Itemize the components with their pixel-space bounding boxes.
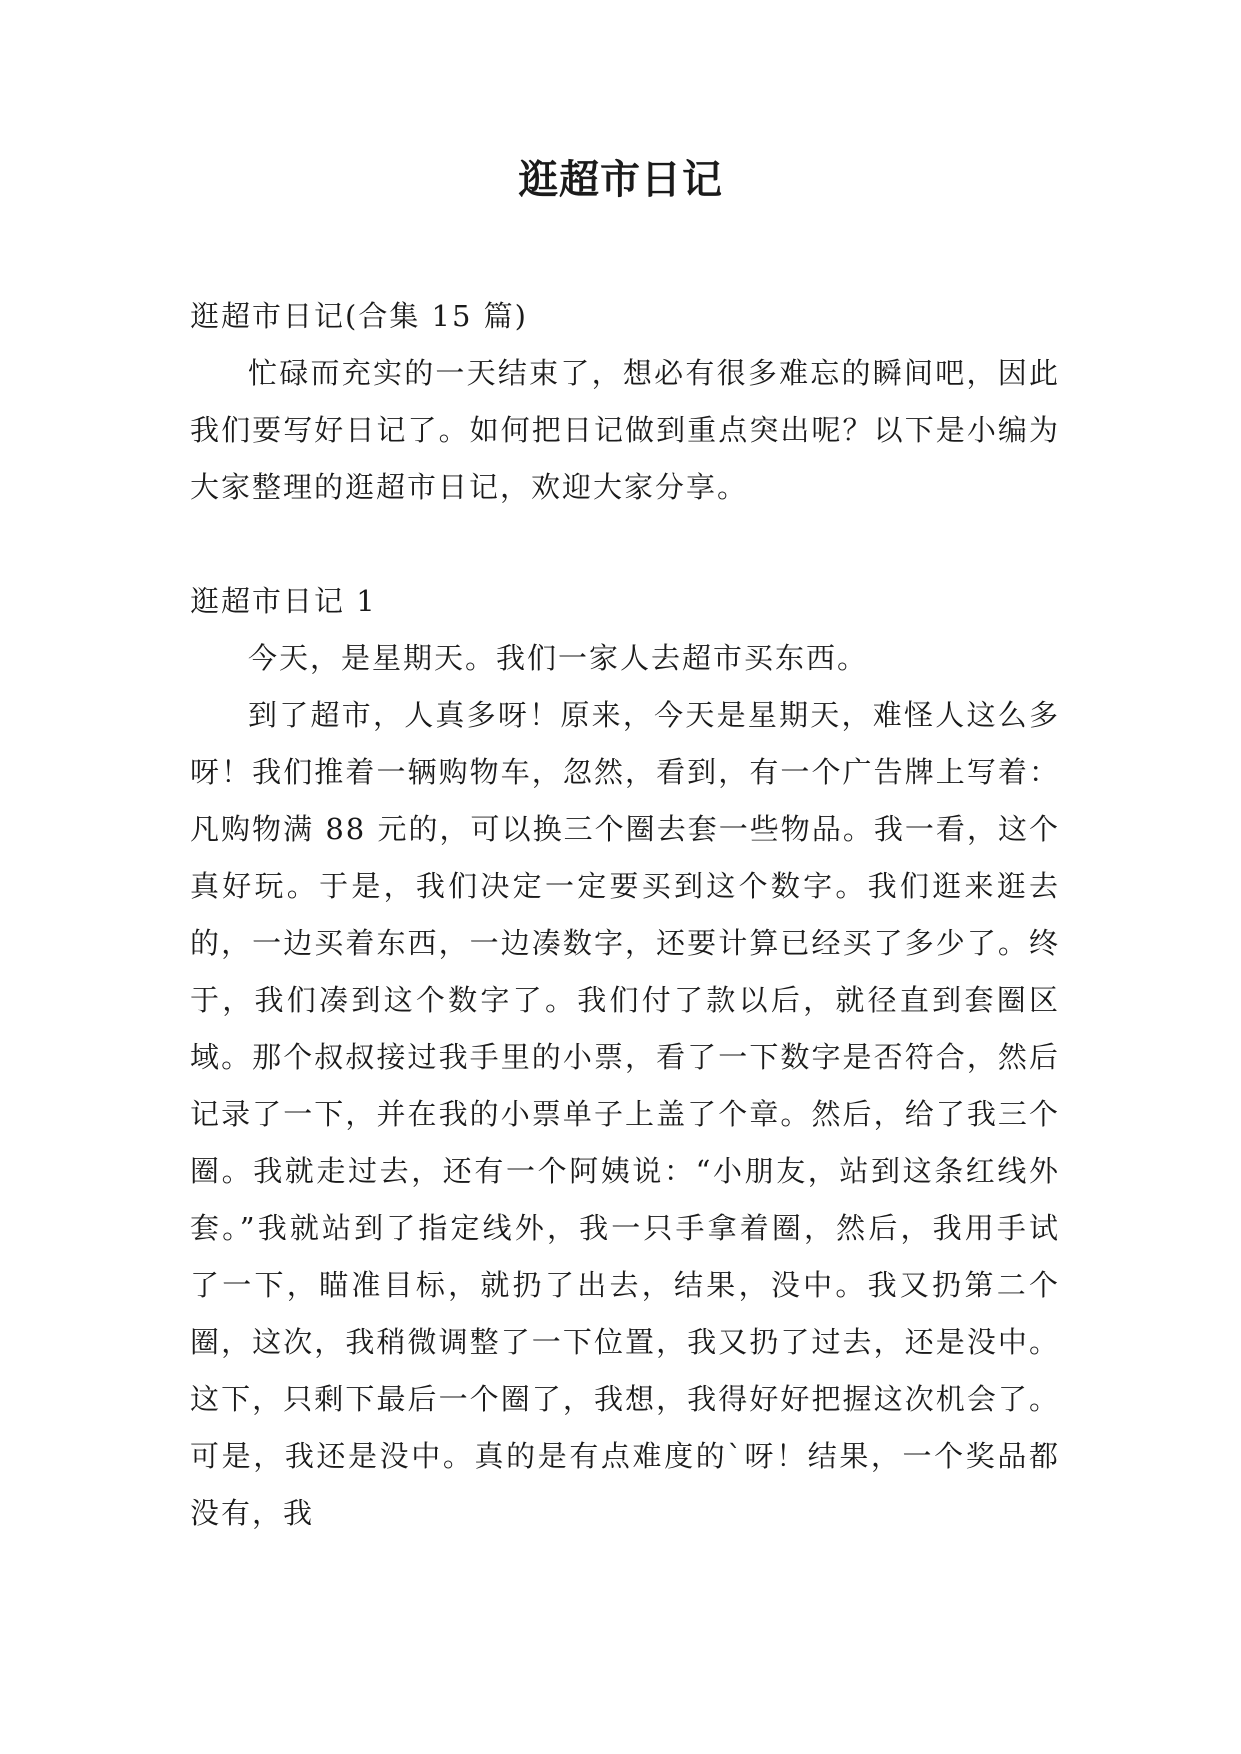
collection-heading: 逛超市日记(合集 15 篇) — [190, 299, 528, 333]
document-title: 逛超市日记 — [518, 156, 723, 203]
document-body — [190, 288, 1060, 1542]
section-spacer — [190, 516, 1060, 573]
entry-paragraph: 今天，是星期天。我们一家人去超市买东西。 — [248, 641, 869, 675]
entry-paragraph: 到了超市，人真多呀！原来，今天是星期天，难怪人这么多呀！我们推着一辆购物车，忽然，看到，有一个广告牌上写着：凡购物满 88 元的，可以换三个圈去套一些物品。我一看，这个真好玩。于是，我们决定一定要买到这个数字。我们逛来逛去的，一边买着东西，一边凑数字，还要计算已经买了多少了。终于，我们凑到这个数字了。我们付了款以后，就径直到套圈区域。那个叔叔接过我手里的小票，看了一下数字是否符合，然后记录了一下，并在我的小票单子上盖了个章。然后，给了我三个圈。我就走过去，还有一个阿姨说：“小朋友，站到这条红线外套。”我就站到了指定线外，我一只手拿着圈，然后，我用手试了一下，瞄准目标，就扔了出去，结果，没中。我又扔第二个圈，这次，我稍微调整了一下位置，我又扔了过去，还是没中。这下，只剩下最后一个圈了，我想，我得好好把握这次机会了。可是，我还是没中。真的是有点难度的`呀！结果，一个奖品都没有，我 — [190, 698, 1060, 1530]
intro-paragraph: 忙碌而充实的一天结束了，想必有很多难忘的瞬间吧，因此我们要写好日记了。如何把日记做到重点突出呢？以下是小编为大家整理的逛超市日记，欢迎大家分享。 — [190, 356, 1060, 504]
entry-heading: 逛超市日记 1 — [190, 584, 377, 618]
